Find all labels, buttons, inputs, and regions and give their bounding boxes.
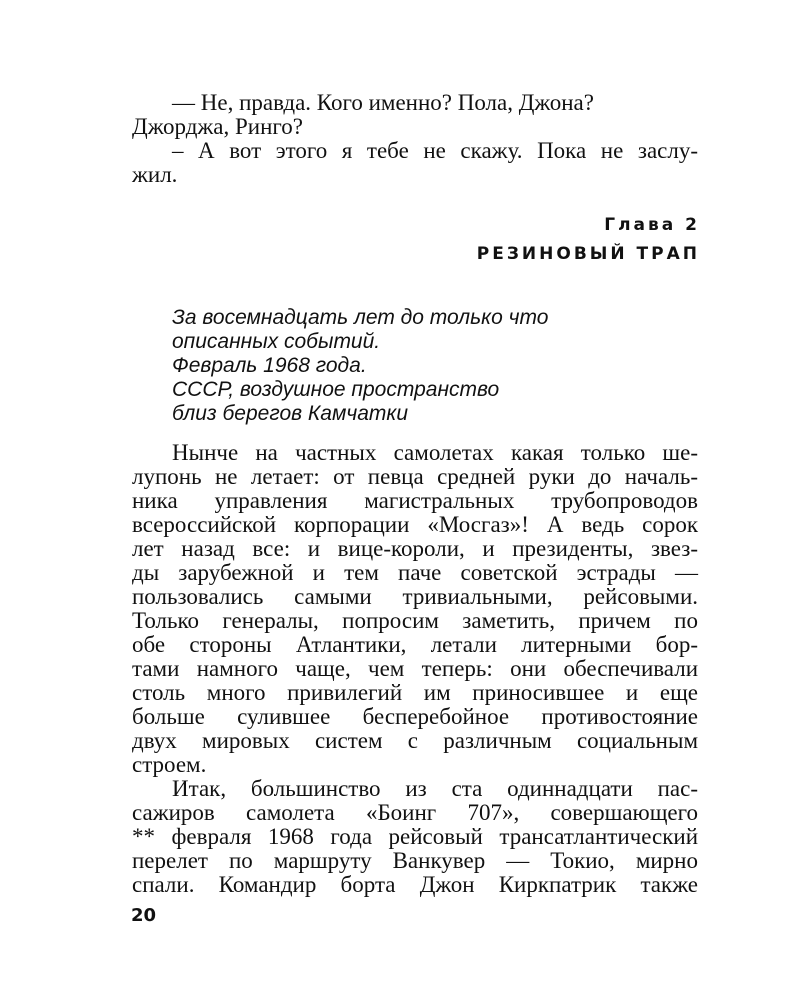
epigraph-line: За восемнадцать лет до только что bbox=[172, 306, 549, 329]
epigraph-line: СССР, воздушное пространство bbox=[172, 378, 500, 401]
dialogue-line: — Не, правда. Кого именно? Пола, Джона? bbox=[172, 90, 594, 115]
paragraph-line: всероссийской корпорации «Мосгаз»! А ведь сорок bbox=[132, 512, 698, 537]
dialogue-line: – А вот этого я тебе не скажу. Пока не заслу- bbox=[172, 138, 698, 163]
dialogue-line: жил. bbox=[132, 162, 178, 187]
paragraph-line: сажиров самолета «Боинг 707», совершающего bbox=[132, 800, 698, 825]
paragraph-line: столь много привилегий им приносившее и еще bbox=[132, 680, 698, 705]
paragraph-line: Итак, большинство из ста одиннадцати пас- bbox=[172, 776, 698, 801]
chapter-number: Глава 2 bbox=[604, 215, 700, 235]
chapter-title: РЕЗИНОВЫЙ ТРАП bbox=[476, 244, 700, 264]
dialogue-line: Джорджа, Ринго? bbox=[132, 114, 303, 139]
paragraph-line: Только генералы, попросим заметить, причем по bbox=[132, 608, 698, 633]
paragraph-line: спали. Командир борта Джон Киркпатрик также bbox=[132, 872, 698, 897]
epigraph-line: близ берегов Камчатки bbox=[172, 402, 409, 425]
paragraph-line: ** февраля 1968 года рейсовый трансатлантический bbox=[132, 824, 698, 849]
paragraph-line: двух мировых систем с различным социальным bbox=[132, 728, 698, 753]
paragraph-line: перелет по маршруту Ванкувер — Токио, мирно bbox=[132, 848, 698, 873]
paragraph-line: ды зарубежной и тем паче советской эстрады — bbox=[132, 560, 698, 585]
paragraph-line: пользовались самыми тривиальными, рейсовыми. bbox=[132, 584, 698, 609]
paragraph-line: лет назад все: и вице-короли, и президенты, звез- bbox=[132, 536, 698, 561]
paragraph-line: тами намного чаще, чем теперь: они обеспечивали bbox=[132, 656, 698, 681]
paragraph-line: лупонь не летает: от певца средней руки до началь- bbox=[132, 464, 698, 489]
paragraph-line: строем. bbox=[132, 752, 207, 777]
paragraph-line: ника управления магистральных трубопроводов bbox=[132, 488, 698, 513]
paragraph-line: Нынче на частных самолетах какая только ше- bbox=[172, 440, 698, 465]
paragraph-line: обе стороны Атлантики, летали литерными бор- bbox=[132, 632, 698, 657]
page-number: 20 bbox=[131, 905, 157, 926]
paragraph-line: больше сулившее бесперебойное противостояние bbox=[132, 704, 698, 729]
epigraph-line: Февраль 1968 года. bbox=[172, 354, 367, 377]
epigraph-line: описанных событий. bbox=[172, 330, 381, 353]
